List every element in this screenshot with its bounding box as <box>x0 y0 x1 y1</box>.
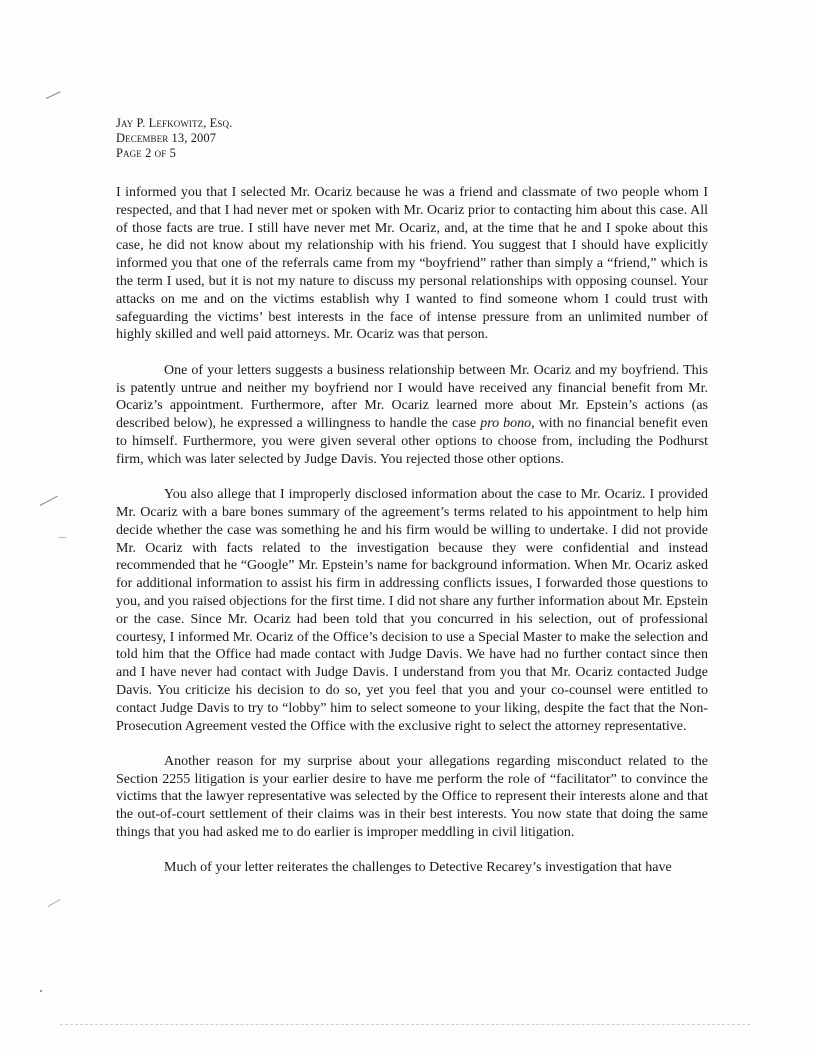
letter-header <box>116 116 232 161</box>
page-number: Page 2 of 5 <box>116 146 176 160</box>
scan-speck <box>40 990 42 992</box>
paragraph-1: I informed you that I selected Mr. Ocariz because he was a friend and classmate of two people whom I respected, and that I had never met or spoken with Mr. Ocariz prior to contacting him about this case. All of those facts are true. I still have never met Mr. Ocariz, and, at the time that he and I spoke about this case, he did not know about my relationship with his friend. You suggest that I should have explicitly informed you that one of the referrals came from my “boyfriend” rather than simply a “friend,” which is the term I used, but it is not my nature to discuss my personal relationships with opposing counsel. Your attacks on me and on the victims establish why I wanted to find someone whom I could trust with safeguarding the victims’ best interests in the face of intense pressure from an unlimited number of highly skilled and well paid attorneys. Mr. Ocariz was that person. <box>116 185 708 343</box>
scan-mark-left-lower <box>48 899 61 907</box>
paragraph-2-part-1: One of your letters suggests a business relationship between Mr. Ocariz and my boyfriend. This is patently untrue and neither my boyfriend nor I would have received any financial benefit from Mr. Ocariz’s appointment. Furthermore, after Mr. Ocariz learned more about Mr. Epstein’s actions (as described below), he expressed a willingness to handle the case <box>116 362 708 432</box>
paragraph-5: Much of your letter reiterates the challenges to Detective Recarey’s investigation that have <box>164 860 672 876</box>
scan-mark-left-middle <box>40 496 58 506</box>
scan-mark-left-small <box>58 537 66 538</box>
letter-date: December 13, 2007 <box>116 131 217 145</box>
scan-bottom-noise <box>60 1024 750 1025</box>
paragraph-3: You also allege that I improperly disclosed information about the case to Mr. Ocariz. I provided Mr. Ocariz with a bare bones summary of the agreement’s terms related to his appointment to help him decide whether the case was something he and his firm would be willing to undertake. I did not provide Mr. Ocariz with facts related to the investigation because they were confidential and instead recommended that he “Google” Mr. Epstein’s name for background information. When Mr. Ocariz asked for additional information to assist his firm in addressing conflicts issues, I forwarded those questions to you, and you raised objections for the first time. I did not share any further information about Mr. Epstein or the case. Since Mr. Ocariz had been told that you concurred in his selection, out of professional courtesy, I informed Mr. Ocariz of the Office’s decision to use a Special Master to make the selection and told him that the Office had made contact with Judge Davis. We have had no further contact since then and I have never had contact with Judge Davis. I understand from you that Mr. Ocariz contacted Judge Davis. You criticize his decision to do so, yet you feel that you and your co-counsel were entitled to contact Judge Davis to try to “lobby” him to select someone to your liking, despite the fact that the Non-Prosecution Agreement vested the Office with the exclusive right to select the attorney representative. <box>116 487 708 734</box>
paragraph-2 <box>116 362 708 469</box>
paragraph-4: Another reason for my surprise about your allegations regarding misconduct related to the Section 2255 litigation is your earlier desire to have me perform the role of “facilitator” to convince the victims that the lawyer representative was selected by the Office to represent their interests alone and that the out-of-court settlement of their claims was in their best interests. You now state that doing the same things that you had asked me to do earlier is improper meddling in civil litigation. <box>116 753 708 841</box>
paragraph-2-italic: pro bono <box>480 416 532 432</box>
paragraph-2-part-2: , with no financial benefit even to himself. Furthermore, you were given several other options to choose from, including the Podhurst firm, which was later selected by Judge Davis. You rejected those other options. <box>116 416 708 467</box>
recipient-name: Jay P. Lefkowitz, Esq. <box>116 116 233 130</box>
letter-body <box>116 184 708 877</box>
scan-mark-top-left <box>46 91 61 99</box>
